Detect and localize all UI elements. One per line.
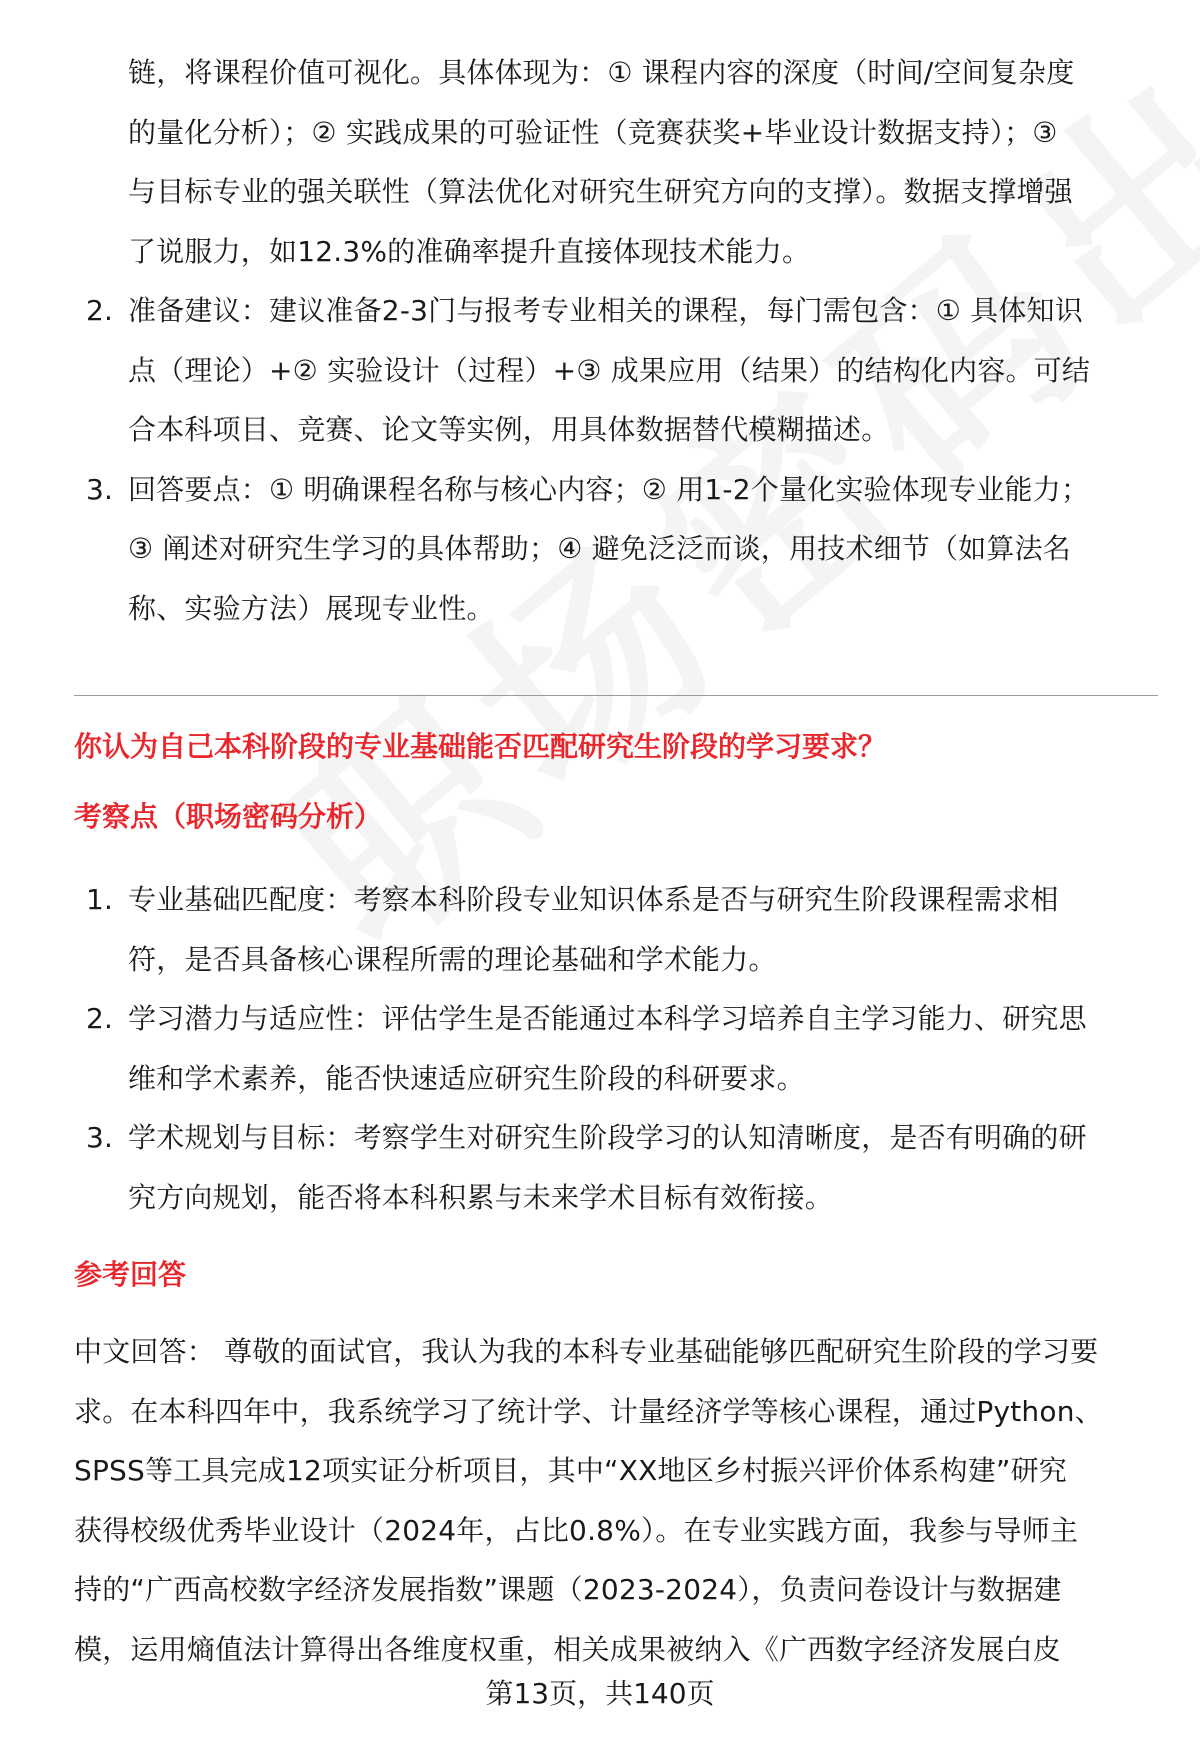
list-item [0,460,1200,639]
text-line: 与目标专业的强关联性（算法优化对研究生研究方向的支撑）。数据支撑增强 [128,175,1073,208]
list-item-number: 2. [86,294,114,327]
text-line: 求。在本科四年中，我系统学习了统计学、计量经济学等核心课程，通过Python、 [74,1394,1103,1428]
text-line: 专业基础匹配度：考察本科阶段专业知识体系是否与研究生阶段课程需求相 [128,883,1059,916]
text-line: 的量化分析）；② 实践成果的可验证性（竞赛获奖+毕业设计数据支持）；③ [128,115,1058,149]
list-item-number: 3. [86,472,114,506]
text-line: 链，将课程价值可视化。具体体现为：① 课程内容的深度（时间/空间复杂度 [128,56,1075,89]
text-line: 符，是否具备核心课程所需的理论基础和学术能力。 [128,942,777,976]
list-item-number: 1. [86,883,114,916]
reference-answer-paragraph [74,1322,1160,1679]
question-heading: 你认为自己本科阶段的专业基础能否匹配研究生阶段的学习要求？ [74,730,887,763]
text-line: 点（理论）+② 实验设计（过程）+③ 成果应用（结果）的结构化内容。可结 [128,353,1091,387]
text-line: 究方向规划，能否将本科积累与未来学术目标有效衔接。 [128,1180,834,1214]
exam-points-list [0,870,1200,1227]
text-line: 学术规划与目标：考察学生对研究生阶段学习的认知清晰度，是否有明确的研 [128,1121,1087,1154]
text-line: SPSS等工具完成12项实证分析项目，其中“XX地区乡村振兴评价体系构建”研究 [74,1454,1068,1487]
list-item [0,281,1200,460]
text-line: 持的“广西高校数字经济发展指数”课题（2023-2024），负责问卷设计与数据建 [74,1573,1062,1606]
list-item [0,870,1200,989]
text-line: 称、实验方法）展现专业性。 [128,591,495,625]
list-item [0,989,1200,1108]
list-item-continuation [0,43,1200,281]
list-item [0,1108,1200,1227]
list-item-number: 2. [86,1002,114,1035]
text-line: 回答要点：① 明确课程名称与核心内容；② 用1-2个量化实验体现专业能力； [128,472,1090,506]
text-line: 维和学术素养，能否快速适应研究生阶段的科研要求。 [128,1061,805,1095]
reference-answer-heading: 参考回答 [74,1258,187,1291]
section-divider [74,695,1158,696]
text-line: ③ 阐述对研究生学习的具体帮助；④ 避免泛泛而谈，用技术细节（如算法名 [128,532,1072,565]
text-line: 了说服力，如12.3%的准确率提升直接体现技术能力。 [128,234,811,268]
text-line: 合本科项目、竞赛、论文等实例，用具体数据替代模糊描述。 [128,413,890,446]
text-line: 学习潜力与适应性：评估学生是否能通过本科学习培养自主学习能力、研究思 [128,1002,1087,1035]
exam-points-heading: 考察点（职场密码分析） [74,800,383,833]
page-number-footer: 第13页，共140页 [485,1677,715,1710]
text-line: 准备建议：建议准备2-3门与报考专业相关的课程，每门需包含：① 具体知识 [128,294,1083,327]
text-line: 中文回答： 尊敬的面试官，我认为我的本科专业基础能够匹配研究生阶段的学习要 [74,1335,1099,1368]
list-item-number: 3. [86,1121,114,1154]
text-line: 获得校级优秀毕业设计（2024年，占比0.8%）。在专业实践方面，我参与导师主 [74,1513,1079,1547]
text-line: 模，运用熵值法计算得出各维度权重，相关成果被纳入《广西数字经济发展白皮 [74,1632,1062,1666]
prev-answer-analysis-list [0,43,1200,638]
